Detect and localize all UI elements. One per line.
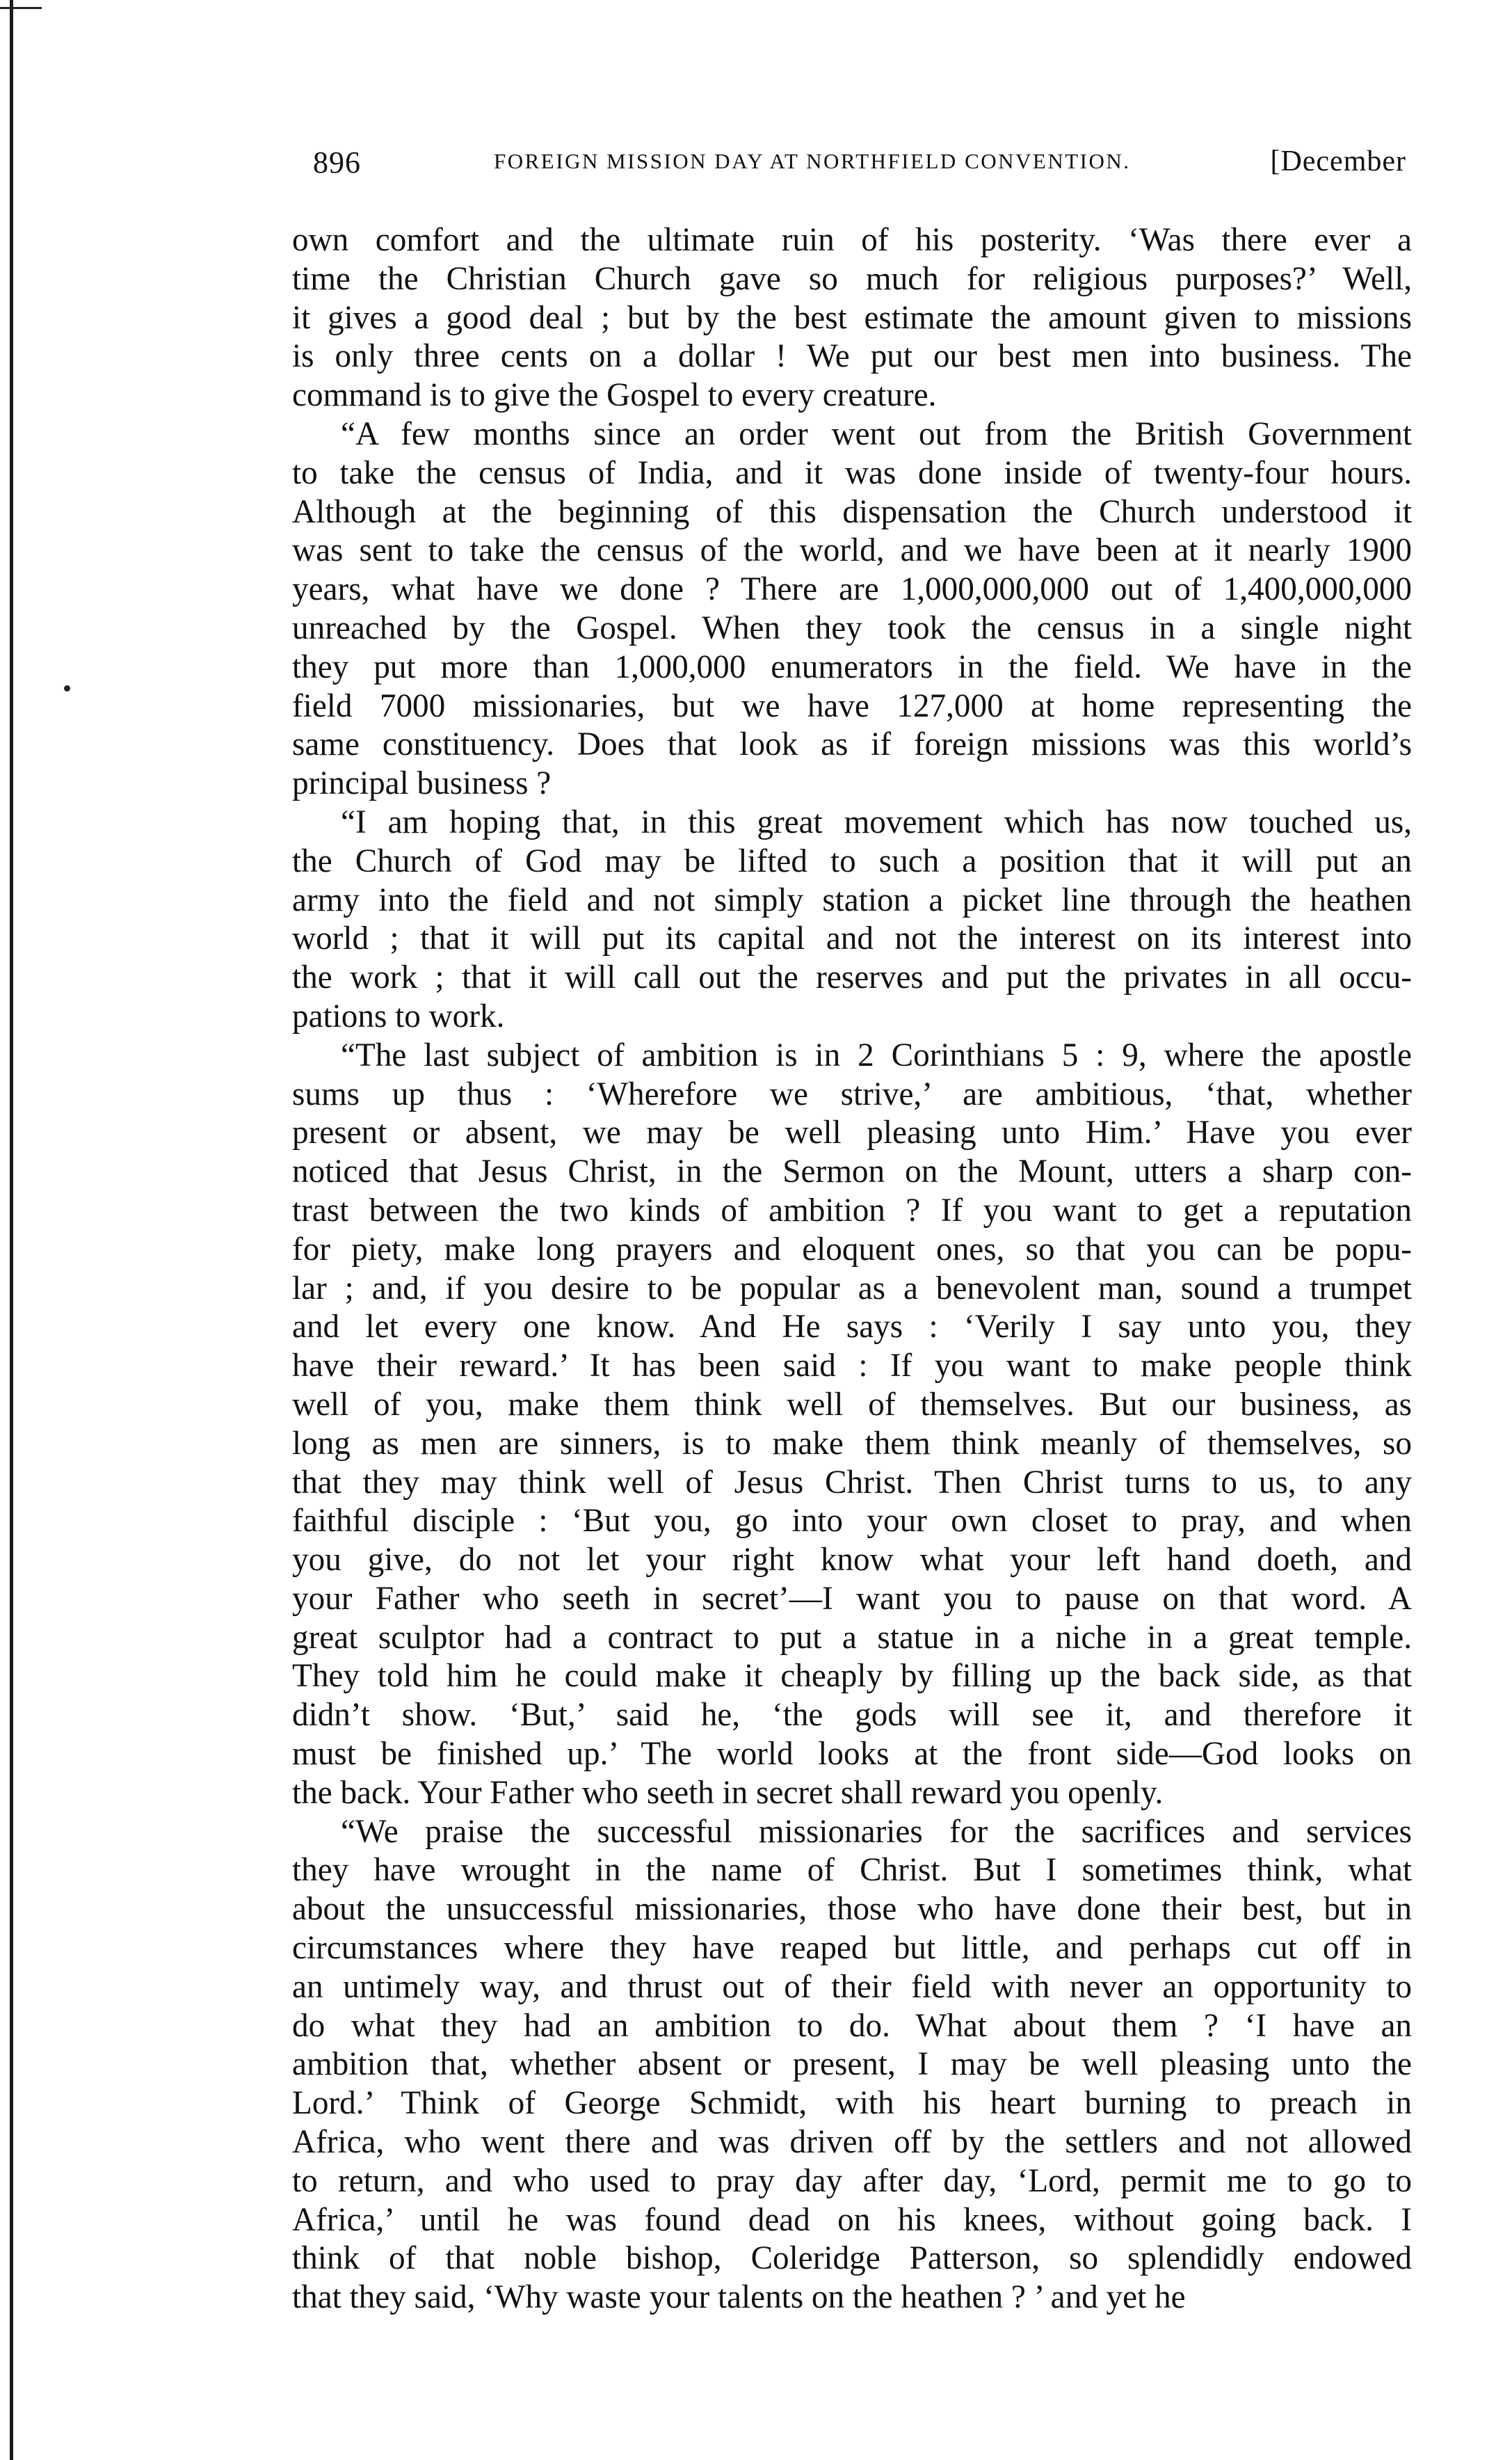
text-line: must be finished up.’ The world looks at the front side—God looks on — [292, 1736, 1412, 1773]
text-line: that they may think well of Jesus Christ. Then Christ turns to us, to any — [292, 1464, 1412, 1501]
text-line: principal business ? — [292, 765, 552, 802]
text-line: circumstances where they have reaped but little, and perhaps cut off in — [292, 1930, 1412, 1967]
text-line: the back. Your Father who seeth in secret shall reward you openly. — [292, 1774, 1164, 1811]
text-line: and let every one know. And He says : ‘Verily I say unto you, they — [292, 1309, 1412, 1345]
text-line: Although at the beginning of this dispensation the Church understood it — [292, 493, 1412, 530]
text-line: army into the field and not simply station a picket line through the heathen — [292, 881, 1412, 918]
text-line: that they said, ‘Why waste your talents on the heathen ? ’ and yet he — [292, 2279, 1186, 2316]
page-corner-mark — [0, 7, 42, 9]
text-line: they put more than 1,000,000 enumerators in the field. We have in the — [292, 648, 1412, 685]
text-line: “We praise the successful missionaries for the sacrifices and services — [341, 1813, 1412, 1850]
paragraph — [292, 804, 1412, 1037]
paragraph — [292, 1813, 1412, 2317]
text-line: for piety, make long prayers and eloquent ones, so that you can be popu- — [292, 1231, 1412, 1268]
text-line: own comfort and the ultimate ruin of his posterity. ‘Was there ever a — [292, 222, 1412, 258]
page-binding-edge — [10, 0, 13, 2460]
text-line: Africa, who went there and was driven off by the settlers and not allowed — [292, 2124, 1412, 2161]
text-line: world ; that it will put its capital and not the interest on its interest into — [292, 920, 1412, 957]
text-line: years, what have we done ? There are 1,000,000,000 out of 1,400,000,000 — [292, 571, 1412, 608]
running-date: [December — [1270, 145, 1406, 177]
paragraph — [292, 415, 1412, 804]
text-line: about the unsuccessful missionaries, those who have done their best, but in — [292, 1891, 1412, 1928]
text-line: was sent to take the census of the world, and we have been at it nearly 1900 — [292, 532, 1412, 569]
text-line: Lord.’ Think of George Schmidt, with his heart burning to preach in — [292, 2085, 1412, 2122]
text-line: unreached by the Gospel. When they took the census in a single night — [292, 609, 1412, 646]
text-line: trast between the two kinds of ambition ? If you want to get a reputation — [292, 1192, 1412, 1229]
text-line: “I am hoping that, in this great movement which has now touched us, — [341, 804, 1412, 840]
text-line: present or absent, we may be well pleasing unto Him.’ Have you ever — [292, 1115, 1412, 1151]
text-line: to return, and who used to pray day after day, ‘Lord, permit me to go to — [292, 2162, 1412, 2199]
text-line: well of you, make them think well of themselves. But our business, as — [292, 1386, 1412, 1423]
paragraph — [292, 221, 1412, 415]
running-header — [313, 136, 1406, 181]
text-line: the Church of God may be lifted to such a position that it will put an — [292, 842, 1412, 879]
text-line: you give, do not let your right know what your left hand doeth, and — [292, 1542, 1412, 1579]
text-line: to take the census of India, and it was done inside of twenty-four hours. — [292, 454, 1412, 491]
text-line: the work ; that it will call out the reserves and put the privates in all occu- — [292, 959, 1412, 996]
text-line: ambition that, whether absent or present, I may be well pleasing unto the — [292, 2046, 1412, 2083]
text-line: great sculptor had a contract to put a statue in a niche in a great temple. — [292, 1619, 1412, 1656]
text-line: same constituency. Does that look as if foreign missions was this world’s — [292, 726, 1412, 763]
text-line: command is to give the Gospel to every creature. — [292, 377, 937, 414]
text-line: it gives a good deal ; but by the best estimate the amount given to missions — [292, 299, 1412, 336]
text-line: your Father who seeth in secret’—I want you to pause on that word. A — [292, 1580, 1412, 1617]
text-line: have their reward.’ It has been said : If you want to make people think — [292, 1348, 1412, 1384]
paragraph — [292, 1037, 1412, 1813]
text-line: time the Christian Church gave so much for religious purposes?’ Well, — [292, 260, 1412, 297]
text-line: faithful disciple : ‘But you, go into your own closet to pray, and when — [292, 1503, 1412, 1540]
text-line: field 7000 missionaries, but we have 127,000 at home representing the — [292, 687, 1412, 724]
text-line: didn’t show. ‘But,’ said he, ‘the gods will see it, and therefore it — [292, 1697, 1412, 1734]
text-line: “The last subject of ambition is in 2 Corinthians 5 : 9, where the apostle — [341, 1037, 1412, 1073]
text-line: long as men are sinners, is to make them think meanly of themselves, so — [292, 1425, 1412, 1462]
text-line: is only three cents on a dollar ! We put our best men into business. The — [292, 338, 1412, 375]
text-line: they have wrought in the name of Christ. But I sometimes think, what — [292, 1852, 1412, 1889]
margin-mark — [64, 685, 70, 692]
text-line: an untimely way, and thrust out of their field with never an opportunity to — [292, 1968, 1412, 2005]
text-line: They told him he could make it cheaply by filling up the back side, as that — [292, 1658, 1412, 1695]
running-title: FOREIGN MISSION DAY AT NORTHFIELD CONVENTION. — [494, 149, 1131, 173]
text-line: “A few months since an order went out from the British Government — [341, 415, 1412, 452]
text-line: do what they had an ambition to do. What about them ? ‘I have an — [292, 2007, 1412, 2044]
text-line: pations to work. — [292, 998, 505, 1035]
page-number: 896 — [313, 145, 361, 179]
text-line: sums up thus : ‘Wherefore we strive,’ are ambitious, ‘that, whether — [292, 1076, 1412, 1112]
text-line: lar ; and, if you desire to be popular as a benevolent man, sound a trumpet — [292, 1270, 1412, 1307]
text-line: think of that noble bishop, Coleridge Patterson, so splendidly endowed — [292, 2240, 1412, 2277]
text-line: Africa,’ until he was found dead on his knees, without going back. I — [292, 2201, 1412, 2238]
article-body — [292, 221, 1412, 2317]
text-line: noticed that Jesus Christ, in the Sermon on the Mount, utters a sharp con- — [292, 1153, 1412, 1190]
